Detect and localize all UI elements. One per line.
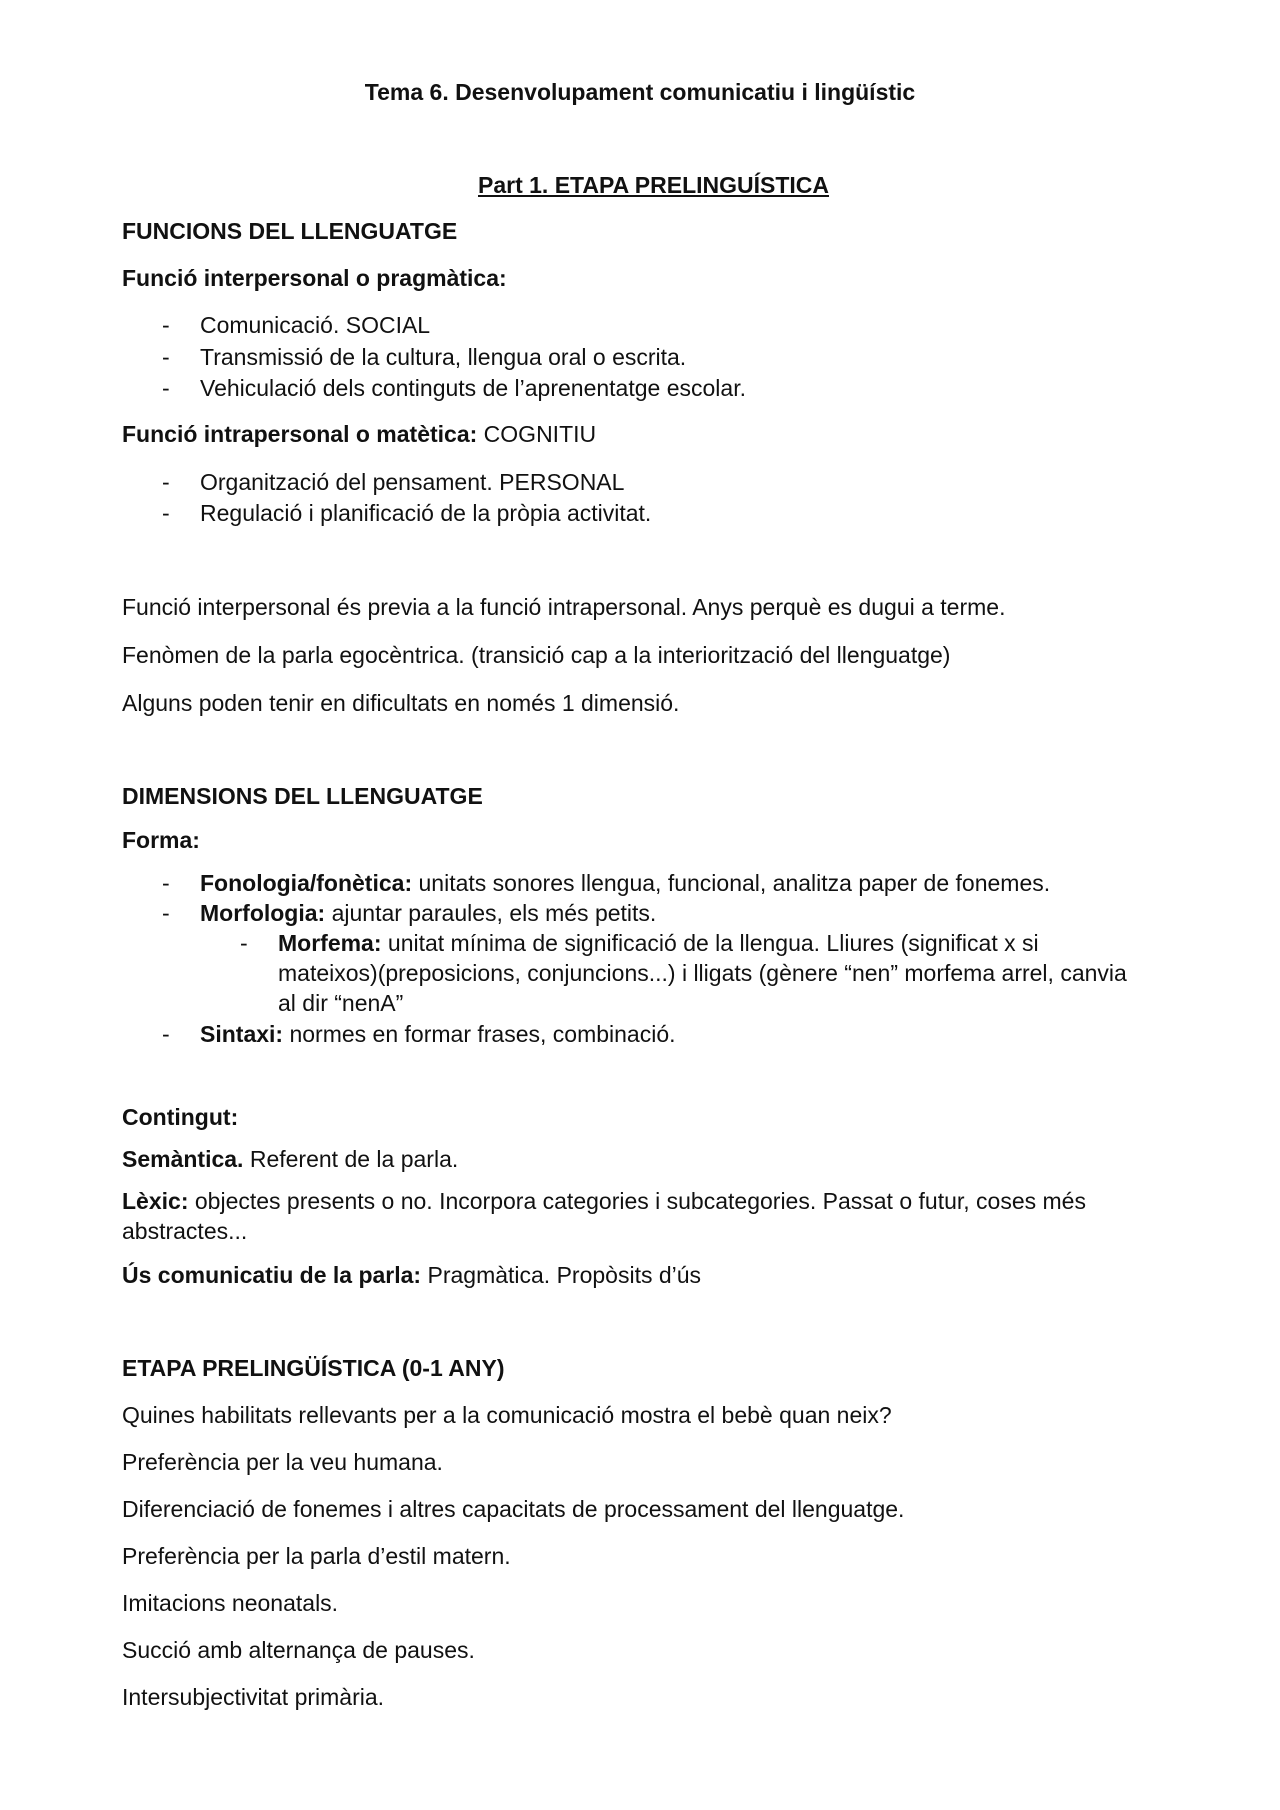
sublist-bullet: - bbox=[240, 930, 248, 956]
etapa-line: Succió amb alternança de pauses. bbox=[122, 1637, 475, 1663]
document-title: Tema 6. Desenvolupament comunicatiu i lingüístic bbox=[364, 79, 916, 105]
list-bullet: - bbox=[162, 312, 170, 338]
term-text: objectes presents o no. Incorpora categories i subcategories. Passat o futur, coses més bbox=[188, 1188, 1086, 1214]
list-bullet: - bbox=[162, 500, 170, 526]
semantica-line bbox=[122, 1146, 458, 1174]
term-label: Sintaxi: bbox=[200, 1021, 284, 1047]
us-line bbox=[122, 1262, 701, 1290]
lexic-continuation: abstractes... bbox=[122, 1218, 248, 1244]
sublist-item-continuation: al dir “nenA” bbox=[278, 990, 404, 1016]
list-bullet: - bbox=[162, 375, 170, 401]
list-item bbox=[200, 900, 656, 928]
note-line: Fenòmen de la parla egocèntrica. (transició cap a la interiorització del llenguatge) bbox=[122, 642, 951, 668]
term-text: Pragmàtica. Propòsits d’ús bbox=[421, 1262, 702, 1288]
term-text: normes en formar frases, combinació. bbox=[283, 1021, 676, 1047]
list-item: Organització del pensament. PERSONAL bbox=[200, 469, 625, 495]
term-text: unitat mínima de significació de la llengua. Lliures (significat x si bbox=[381, 930, 1039, 956]
intrapersonal-rest: COGNITIU bbox=[477, 421, 597, 447]
list-bullet: - bbox=[162, 344, 170, 370]
list-item bbox=[200, 870, 1050, 898]
dimensions-heading: DIMENSIONS DEL LLENGUATGE bbox=[122, 783, 483, 809]
etapa-line: Diferenciació de fonemes i altres capacitats de processament del llenguatge. bbox=[122, 1496, 905, 1522]
funcions-heading: FUNCIONS DEL LLENGUATGE bbox=[122, 218, 458, 244]
etapa-line: Preferència per la veu humana. bbox=[122, 1449, 443, 1475]
term-text: Referent de la parla. bbox=[243, 1146, 459, 1172]
etapa-line: Preferència per la parla d’estil matern. bbox=[122, 1543, 511, 1569]
etapa-line: Imitacions neonatals. bbox=[122, 1590, 339, 1616]
etapa-heading: ETAPA PRELINGÜÍSTICA (0-1 ANY) bbox=[122, 1355, 505, 1381]
sublist-item-continuation: mateixos)(preposicions, conjuncions...) i lligats (gènere “nen” morfema arrel, canvia bbox=[278, 960, 1127, 986]
part-heading: Part 1. ETAPA PRELINGUÍSTICA bbox=[478, 172, 830, 198]
etapa-line: Quines habilitats rellevants per a la comunicació mostra el bebè quan neix? bbox=[122, 1402, 892, 1428]
term-label: Ús comunicatiu de la parla: bbox=[122, 1262, 422, 1288]
note-line: Alguns poden tenir en dificultats en només 1 dimensió. bbox=[122, 690, 680, 716]
list-item bbox=[200, 1021, 676, 1049]
term-label: Fonologia/fonètica: bbox=[200, 870, 413, 896]
forma-label: Forma: bbox=[122, 827, 200, 853]
term-label: Lèxic: bbox=[122, 1188, 189, 1214]
list-item: Vehiculació dels continguts de l’aprenentatge escolar. bbox=[200, 375, 746, 401]
sublist-item bbox=[278, 930, 1039, 958]
list-bullet: - bbox=[162, 469, 170, 495]
term-text: ajuntar paraules, els més petits. bbox=[325, 900, 657, 926]
term-label: Morfema: bbox=[278, 930, 382, 956]
contingut-label: Contingut: bbox=[122, 1104, 239, 1130]
list-item: Transmissió de la cultura, llengua oral o escrita. bbox=[200, 344, 687, 370]
note-line: Funció interpersonal és previa a la funció intrapersonal. Anys perquè es dugui a terme. bbox=[122, 594, 1006, 620]
intrapersonal-label: Funció intrapersonal o matètica: bbox=[122, 421, 478, 447]
lexic-line bbox=[122, 1188, 1086, 1216]
term-label: Morfologia: bbox=[200, 900, 326, 926]
list-item: Comunicació. SOCIAL bbox=[200, 312, 431, 338]
list-bullet: - bbox=[162, 900, 170, 926]
term-label: Semàntica. bbox=[122, 1146, 244, 1172]
intrapersonal-line bbox=[122, 421, 596, 449]
list-bullet: - bbox=[162, 870, 170, 896]
list-bullet: - bbox=[162, 1021, 170, 1047]
list-item: Regulació i planificació de la pròpia activitat. bbox=[200, 500, 652, 526]
interpersonal-label: Funció interpersonal o pragmàtica: bbox=[122, 265, 507, 291]
term-text: unitats sonores llengua, funcional, analitza paper de fonemes. bbox=[412, 870, 1051, 896]
etapa-line: Intersubjectivitat primària. bbox=[122, 1684, 385, 1710]
